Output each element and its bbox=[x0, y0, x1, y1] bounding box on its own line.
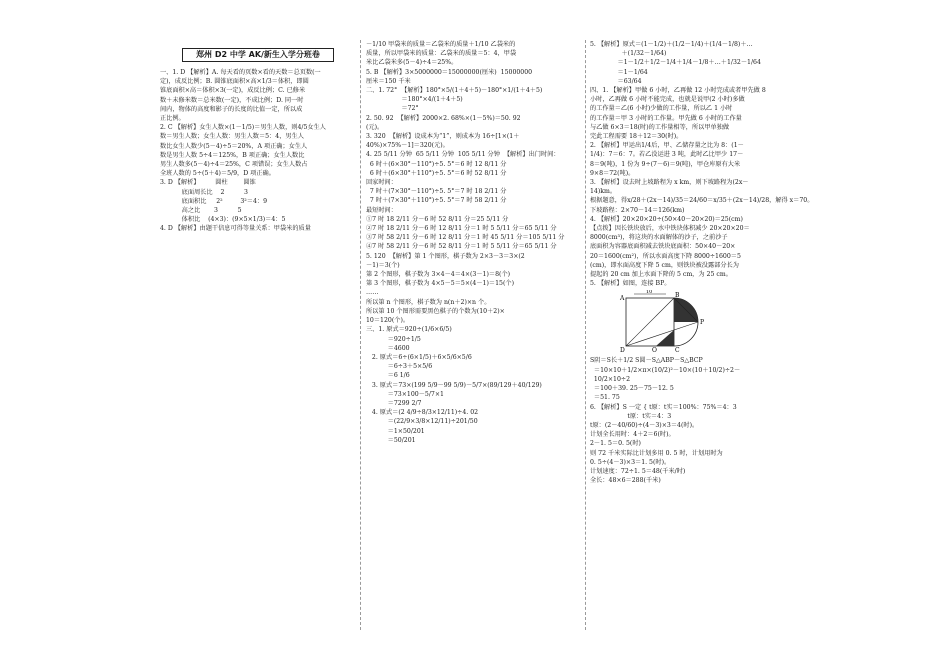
text-line: 8＝9(吨)，1 份为 9÷(7－6)＝9(吨)，甲仓库原有大米 bbox=[590, 160, 741, 168]
text-line: 0. 5÷(4－3)×3＝1. 5(时)。 bbox=[590, 458, 671, 466]
text-line: 2. 【解析】甲运出1/4后，甲、乙储存量之比为 8：(1－ bbox=[590, 142, 744, 150]
text-line: 6 时＋(6×30°－110°)÷5. 5°＝6 时 12 8/11 分 bbox=[366, 160, 507, 168]
figure-label-10: 10 bbox=[646, 290, 653, 296]
text-line: 锥底面积×高＝体积×3(一定)，成反比例；C. 已修米 bbox=[160, 87, 306, 95]
text-line: ②7 时 18 2/11 分－6 时 12 8/11 分＝1 时 5 5/11 分＝65 5/11 分 bbox=[366, 225, 557, 233]
text-line: 9×8＝72(吨)。 bbox=[590, 169, 635, 177]
text-line: 40%)×75%－1]＝320(元)。 bbox=[366, 142, 449, 150]
text-line: 6. 【解析】S 一定 { t原：t实＝100%：75%＝4：3 bbox=[590, 403, 737, 411]
text-line: 2. 50. 92 【解析】2000×2. 68%×(1－5%)＝50. 92 bbox=[366, 114, 521, 122]
text-line: 数＝男生人数；女生人数：男生人数＝5：4，男生人 bbox=[160, 133, 304, 141]
text-line: ＝(22/9×3/8×12/11)÷201/50 bbox=[366, 418, 478, 426]
geometry-figure bbox=[616, 290, 726, 352]
text-line: 7 时＋(7×30°＋110°)÷5. 5°＝7 时 58 2/11 分 bbox=[366, 197, 507, 205]
text-line: ＝10×10＋1/2×π×(10/2)²－10×(10＋10/2)÷2－ bbox=[590, 366, 741, 374]
text-line: 底面积比 2² 3²＝4：9 bbox=[160, 197, 268, 205]
text-line: 下坡路程：2×70－14＝126(km) bbox=[590, 206, 685, 214]
text-line: 第 2 个图形，棋子数为 3×4－4＝4×(3－1)＝8(个) bbox=[366, 271, 511, 279]
column-left bbox=[160, 40, 358, 234]
text-line: 男生人数多(5－4)÷4＝25%，C 项错误；女生人数占 bbox=[160, 161, 308, 169]
text-line: 完此工程需要 18＋12＝30(时)。 bbox=[590, 133, 683, 141]
text-line: 正比例。 bbox=[160, 115, 185, 123]
text-line: ＝63/64 bbox=[590, 77, 642, 85]
text-line: 6 时＋(6×30°＋110°)÷5. 5°＝6 时 52 8/11 分 bbox=[366, 169, 507, 177]
text-line: ＝180°×4/(1＋4＋5) bbox=[366, 96, 463, 104]
text-line: 2－1. 5＝0. 5(时) bbox=[590, 440, 641, 448]
text-line: 全班人数的 5÷(5＋4)＝5/9，D 项正确。 bbox=[160, 170, 275, 178]
text-line: 4. D 【解析】由题干信息可得等量关系：甲袋米的质量 bbox=[160, 225, 311, 233]
text-line: 2. C 【解析】女生人数×(1－1/5)＝男生人数，则4/5女生人 bbox=[160, 124, 326, 132]
text-line: ③7 时 58 2/11 分－6 时 12 8/11 分＝1 时 45 5/11 分＝105 5/11 分 bbox=[366, 234, 565, 242]
text-line: 间内，物体的高度和影子的长度的比值一定，所以成 bbox=[160, 105, 303, 113]
text-line: 10＝120(个)。 bbox=[366, 317, 410, 325]
text-line: 提起的 20 cm 加上水面下降的 5 cm，为 25 cm。 bbox=[590, 271, 732, 279]
text-line: ＝6 1/6 bbox=[366, 372, 410, 380]
text-line: 根据题意，得x/28＋(2x－14)/35＝24/60＝x/35＋(2x－14)/28，解得 x＝70。 bbox=[590, 197, 814, 205]
column-right-lines-bottom bbox=[590, 356, 804, 485]
page-title: 郑州 D2 中学 AK/新生入学分班卷 bbox=[182, 48, 334, 62]
text-line: ＝1×50/201 bbox=[366, 427, 425, 435]
text-line: 3. 【解析】设去时上坡路程为 x km，则下坡路程为(2x－ bbox=[590, 179, 749, 187]
text-line: 计划全长用时：4＋2＝6(时)。 bbox=[590, 431, 675, 439]
text-line: t原：(2－40/60)÷(4－3)×3＝4(时)。 bbox=[590, 421, 699, 429]
text-line: 高之比 3 5 bbox=[160, 207, 242, 215]
text-line: 5. 【解析】原式＝(1－1/2)＋(1/2－1/4)＋(1/4－1/8)＋… bbox=[590, 41, 753, 48]
text-line: ＋(1/32－1/64) bbox=[590, 50, 667, 58]
column-right bbox=[590, 40, 814, 485]
text-line: 5. 120 【解析】第 1 个图形，棋子数为 2×3－3＝3×(2 bbox=[366, 252, 525, 260]
text-line: 10/2×10÷2 bbox=[590, 375, 631, 383]
text-line: 小时，乙再做 6 小时不能完成，也就是说甲(2 小时)多做 bbox=[590, 96, 745, 104]
text-line: 计划速度：72÷1. 5＝48(千米/时) bbox=[590, 467, 686, 475]
text-line: 三、1. 原式＝920÷(1/6×6/5) bbox=[366, 326, 452, 334]
text-line: ＝4600 bbox=[366, 344, 410, 352]
text-line: 8000(cm³)，将这块的水面解体的沙子，之前沙子 bbox=[590, 234, 728, 242]
text-line: 二、1. 72° 【解析】180°×5/(1＋4＋5)－180°×1/(1＋4＋5) bbox=[366, 87, 543, 95]
text-line: 4. 【解析】20×20×20÷(50×40－20×20)＝25(cm) bbox=[590, 215, 743, 223]
text-line: ＝72° bbox=[366, 105, 419, 113]
column-divider bbox=[585, 40, 586, 630]
text-line: 3. D 【解析】 圆柱 圆锥 bbox=[160, 179, 256, 187]
text-line: 一、1. D 【解析】A. 每天看的页数×看的天数＝总页数(一 bbox=[160, 69, 321, 76]
text-line: ＝6÷3＋5×5/6 bbox=[366, 363, 433, 371]
text-line: ④7 时 58 2/11 分－6 时 52 8/11 分＝1 时 5 5/11 分＝65 5/11 分 bbox=[366, 243, 557, 251]
text-line: －1)＝3(个) bbox=[366, 261, 400, 269]
text-line: S阴＝S长＋1/2 S圆－S△ABP－S△BCP bbox=[590, 357, 703, 365]
text-line: ＝51. 75 bbox=[590, 394, 620, 402]
text-line: －1/10 甲袋米的质量＝乙袋米的质量＋1/10 乙袋米的 bbox=[366, 41, 516, 48]
text-line: 所以第 n 个图形，棋子数为 n(n＋2)×n 个。 bbox=[366, 298, 491, 306]
text-line: 数是男生人数 5÷4＝125%，B 项正确；女生人数比 bbox=[160, 151, 305, 159]
text-line: 的工作量＝甲 3 小时的工作量。甲先做 6 小时的工作量 bbox=[590, 114, 742, 122]
text-line: ＝50/201 bbox=[366, 436, 416, 444]
figure-label-D: D bbox=[620, 347, 625, 353]
text-line: ＝1－1/2＋1/2－1/4＋1/4－1/8＋…＋1/32－1/64 bbox=[590, 59, 761, 67]
text-line: (元)。 bbox=[366, 123, 384, 131]
text-line: 厘米＝150 千米 bbox=[366, 77, 411, 85]
text-line: 质量，所以甲袋米的质量：乙袋米的质量＝5：4，甲袋 bbox=[366, 50, 517, 58]
figure-label-B: B bbox=[675, 292, 680, 300]
text-line: 20＝1600(cm²)，所以水面高度下降 8000÷1600＝5 bbox=[590, 252, 741, 260]
text-line: 全长：48×6＝288(千米) bbox=[590, 477, 661, 485]
text-line: 7 时＋(7×30°－110°)÷5. 5°＝7 时 18 2/11 分 bbox=[366, 188, 507, 196]
text-line: 14)km。 bbox=[590, 188, 617, 196]
text-line: 3. 原式＝73×(199 5/9－99 5/9)－5/7×(89/129＋40/129) bbox=[366, 381, 542, 389]
text-line: 则 72 千米实际比计划多用 0. 5 时，计划用时为 bbox=[590, 449, 723, 457]
text-line: 所以第 10 个图形需要黑色棋子的个数为(10＋2)× bbox=[366, 307, 505, 315]
text-line: …… bbox=[366, 289, 379, 297]
text-line: ＝1－1/64 bbox=[590, 68, 648, 76]
column-right-lines-top bbox=[590, 40, 814, 288]
text-line: 4. 25 5/11 分钟 65 5/11 分钟 105 5/11 分钟 【解析】出门时间： bbox=[366, 151, 560, 159]
text-line: 底面积为容器底面积减去铁块底面积：50×40－20× bbox=[590, 243, 736, 251]
text-line: 的工作量＝乙(6 小时)少做的工作量，所以乙 1 小时 bbox=[590, 105, 733, 113]
figure-label-Q: Q bbox=[652, 347, 657, 353]
figure-label-C: C bbox=[675, 347, 680, 353]
text-line: 第 3 个图形，棋子数为 4×5－5＝5×(4－1)＝15(个) bbox=[366, 280, 514, 288]
text-line: ＝100＋39. 25－75－12. 5 bbox=[590, 385, 674, 393]
text-line: ＝73×100－5/7×1 bbox=[366, 390, 444, 398]
text-line: 【点拨】因长铁块放后，水中铁块体积减少 20×20×20＝ bbox=[590, 225, 750, 233]
text-line: ＝920÷1/5 bbox=[366, 335, 421, 343]
text-line: 体积比 (4×3)：(9×5×1/3)＝4：5 bbox=[160, 216, 286, 224]
figure-label-A: A bbox=[620, 295, 625, 303]
text-line: 4. 原式＝(2 4/9÷8/3×12/11)÷4. 02 bbox=[366, 409, 479, 417]
text-line: 数＋未修米数＝总米数(一定)，不成比例；D. 同一时 bbox=[160, 96, 304, 104]
column-middle-lines bbox=[366, 40, 578, 445]
column-left-lines bbox=[160, 68, 358, 234]
text-line: 5. 【解析】如图，连接 BP。 bbox=[590, 280, 671, 288]
text-line: 1/4)：7＝6：7。若乙没运进 3 吨，此时乙比甲少 17－ bbox=[590, 151, 744, 159]
text-line: 与乙做 6×3＝18(时)的工作量相等，所以甲单独做 bbox=[590, 123, 730, 131]
column-divider bbox=[360, 40, 361, 630]
text-line: (cm)，即水面高度下降 5 cm，则铁块被没露部分长为 bbox=[590, 261, 739, 269]
text-line: ＝7299 2/7 bbox=[366, 399, 422, 407]
text-line: 2. 原式＝6÷(6×1/5)＋6×5/6×5/6 bbox=[366, 353, 472, 361]
text-line: 定)，成反比例；B. 圆锥底面积×高×1/3＝体积，即圆 bbox=[160, 78, 309, 86]
text-line: 3. 320 【解析】设成本为“1”，则成本为 16÷[1×(1＋ bbox=[366, 133, 520, 141]
text-line: 数比女生人数少(5－4)÷5＝20%，A 项正确；女生人 bbox=[160, 142, 308, 150]
text-line: 回家时间： bbox=[366, 179, 397, 187]
text-line: 底面周长比 2 3 bbox=[160, 188, 248, 196]
text-line: ①7 时 18 2/11 分－6 时 52 8/11 分＝25 5/11 分 bbox=[366, 215, 509, 223]
text-line: 5. B 【解析】3×5000000＝15000000(厘米) 15000000 bbox=[366, 68, 533, 76]
column-middle bbox=[366, 40, 578, 445]
text-line: 最短时间： bbox=[366, 206, 397, 214]
text-line: 四、1. 【解析】甲做 6 小时，乙再做 12 小时完成或者甲先做 8 bbox=[590, 87, 766, 95]
text-line: t原：t实＝4：3 bbox=[590, 412, 672, 420]
figure-label-P: P bbox=[700, 319, 705, 327]
text-line: 米比乙袋米多(5－4)÷4＝25%。 bbox=[366, 59, 458, 67]
